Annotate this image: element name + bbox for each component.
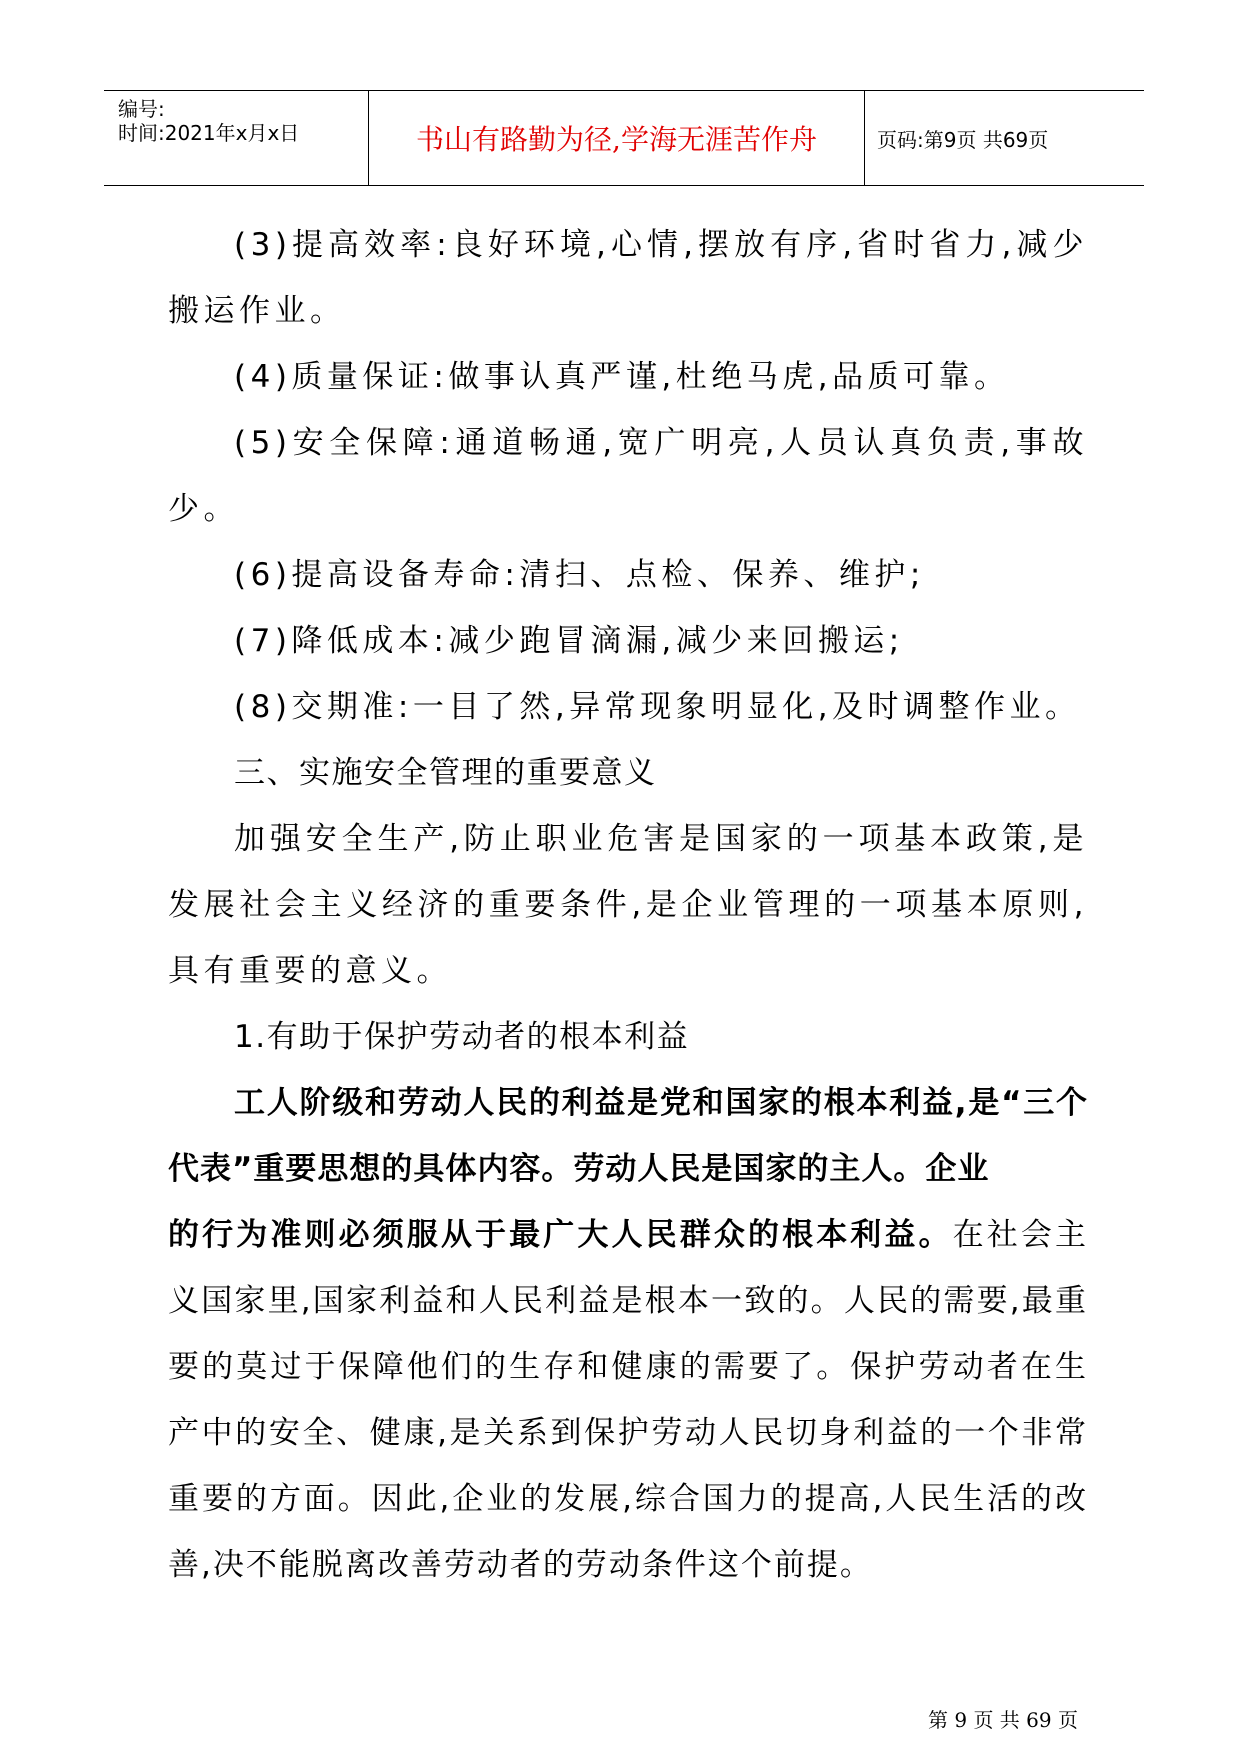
paragraph-safety: (5)安全保障:通道畅通,宽广明亮,人员认真负责,事故少。 (168, 425, 1088, 527)
page-header (104, 90, 1144, 186)
paragraph-cost: (7)降低成本:减少跑冒滴漏,减少来回搬运; (234, 623, 904, 659)
bold-run: 的行为准则必须服从于最广大人民群众的根本利益。 (168, 1217, 953, 1253)
normal-run: 在社会主义国家里,国家利益和人民利益是根本一致的。人民的需要,最重要的莫过于保障他们的生存和健康的需要了。保护劳动者在生产中的安全、健康,是关系到保护劳动人民切身利益的一个非常重要的方面。因此,企业的发展,综合国力的提高,人民生活的改善,决不能脱离改善劳动者的劳动条件这个前提。 (168, 1217, 1089, 1583)
page-code: 页码:第9页 共69页 (877, 127, 1049, 152)
paragraph-equipment: (6)提高设备寿命:清扫、点检、保养、维护; (234, 557, 925, 593)
section-heading: 三、实施安全管理的重要意义 (234, 755, 657, 791)
paragraph-quality: (4)质量保证:做事认真严谨,杜绝马虎,品质可靠。 (234, 359, 1010, 395)
paragraph-delivery: (8)交期准:一目了然,异常现象明显化,及时调整作业。 (234, 689, 1081, 725)
paragraph-intro: 加强安全生产,防止职业危害是国家的一项基本政策,是发展社会主义经济的重要条件,是企业管理的一项基本原则,具有重要的意义。 (168, 821, 1088, 989)
code-label: 编号: (118, 97, 165, 121)
time-label: 时间:2021年x月x日 (118, 121, 300, 145)
subsection-heading: 1.有助于保护劳动者的根本利益 (234, 1019, 690, 1055)
paragraph-efficiency: (3)提高效率:良好环境,心情,摆放有序,省时省力,减少搬运作业。 (168, 227, 1088, 329)
paragraph-mixed (168, 1202, 1088, 1598)
header-right-cell (865, 91, 1144, 185)
header-middle-cell (369, 91, 865, 185)
motto-text: 书山有路勤为径,学海无涯苦作舟 (416, 123, 817, 156)
paragraph-bold: 工人阶级和劳动人民的利益是党和国家的根本利益,是“三个代表”重要思想的具体内容。劳动人民是国家的主人。企业 (168, 1085, 1088, 1187)
page-footer: 第 9 页 共 69 页 (928, 1708, 1078, 1732)
header-left-cell (104, 91, 369, 185)
document-body (168, 212, 1088, 1598)
